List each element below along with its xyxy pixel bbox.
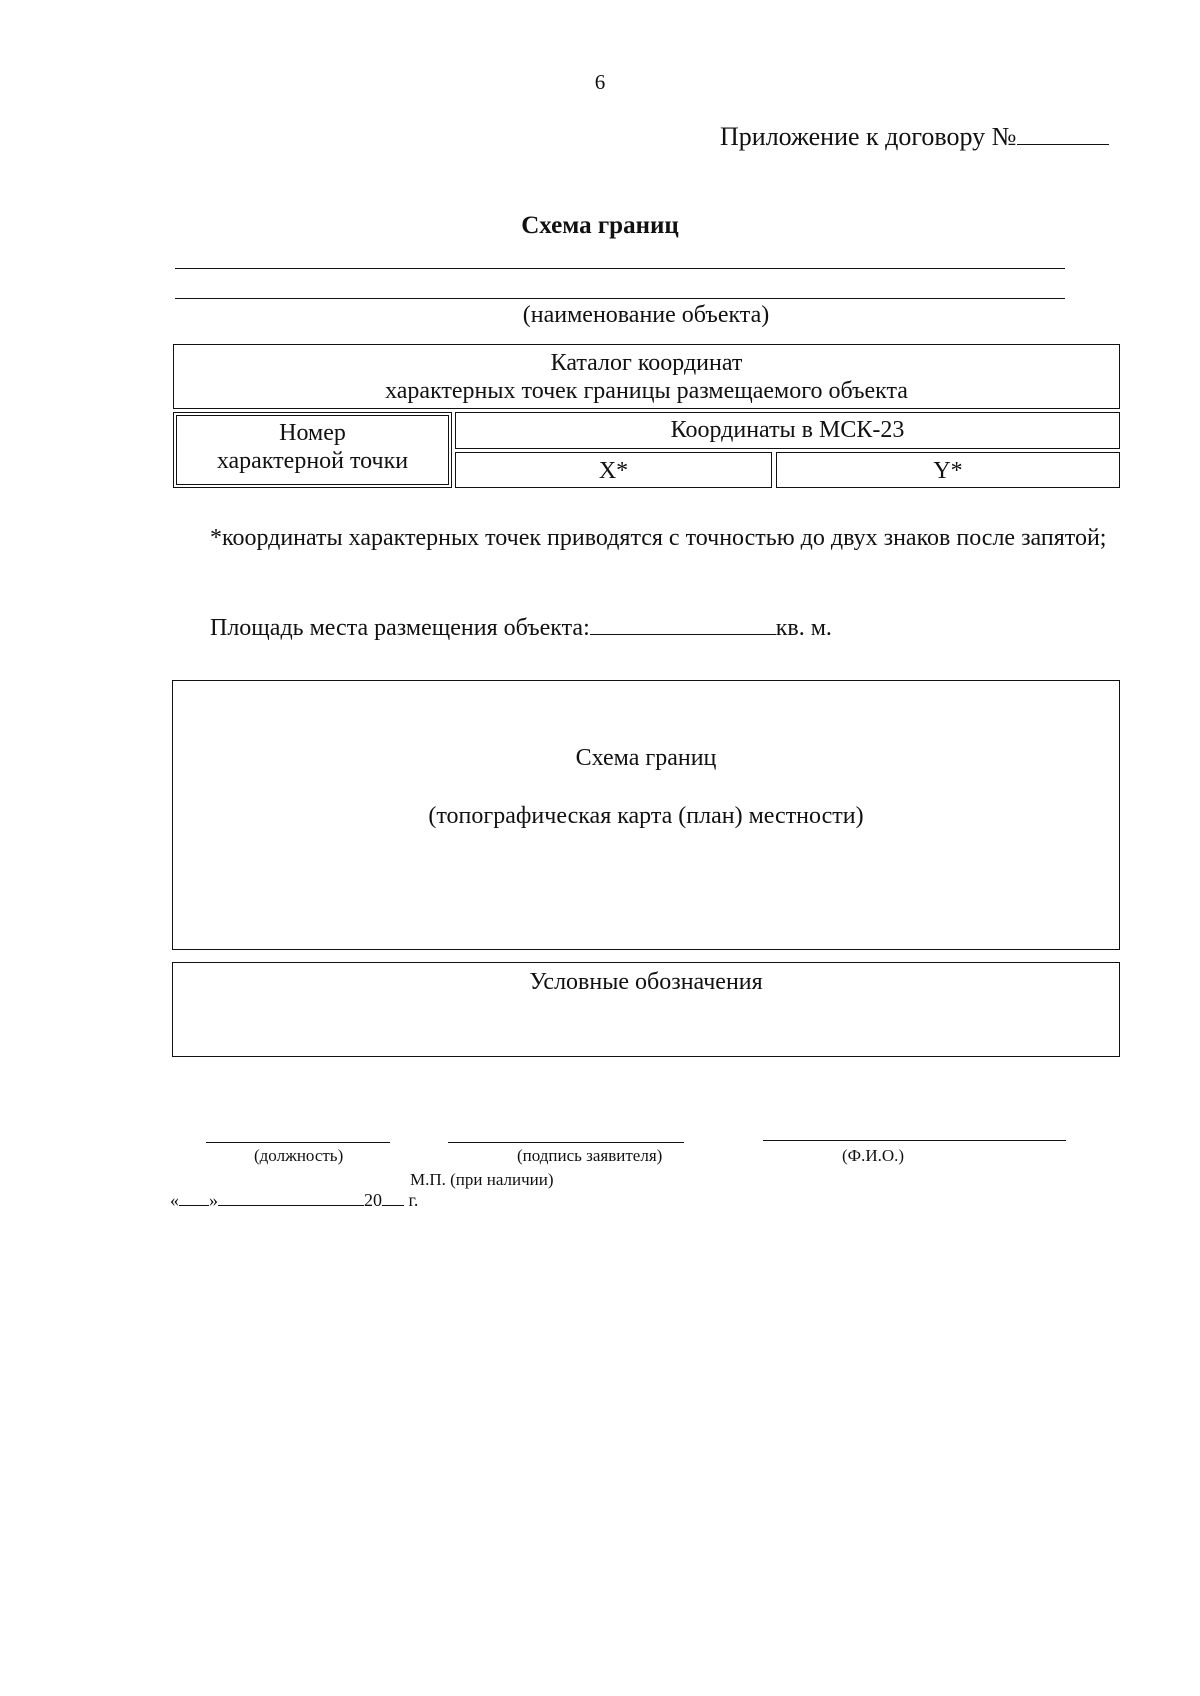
object-name-caption: (наименование объекта): [522, 302, 770, 328]
year-prefix: 20: [364, 1190, 382, 1210]
catalog-header-cell: [173, 344, 1120, 409]
stamp-caption: М.П. (при наличии): [410, 1170, 554, 1189]
y-column-label: Y*: [933, 458, 963, 484]
scheme-subtitle: (топографическая карта (план) местности): [428, 803, 864, 829]
date-close-quote: »: [209, 1190, 218, 1210]
point-number-label-line-2: характерной точки: [216, 448, 409, 474]
area-value-blank[interactable]: [590, 612, 776, 635]
fio-caption: (Ф.И.О.): [842, 1146, 905, 1165]
legend-box: [172, 962, 1120, 1057]
year-blank[interactable]: [382, 1190, 404, 1206]
area-label: Площадь места размещения объекта:: [210, 615, 590, 641]
fio-line[interactable]: [763, 1140, 1066, 1141]
signature-caption: (подпись заявителя): [517, 1146, 663, 1165]
point-number-header-cell: [176, 415, 449, 485]
signature-line[interactable]: [448, 1142, 684, 1143]
area-unit: кв. м.: [775, 615, 832, 641]
day-blank[interactable]: [179, 1190, 209, 1206]
coords-header-label: Координаты в МСК-23: [670, 417, 905, 443]
contract-number-blank[interactable]: [1017, 120, 1109, 145]
appendix-label: Приложение к договору №: [720, 122, 1017, 151]
date-line: [170, 1190, 418, 1211]
scheme-box: [172, 680, 1120, 950]
object-name-line-1[interactable]: [175, 268, 1065, 269]
y-column-cell: [776, 452, 1120, 488]
x-column-cell: [455, 452, 772, 488]
appendix-reference: [720, 120, 1109, 152]
point-number-label-line-1: Номер: [279, 420, 346, 446]
object-name-line-2[interactable]: [175, 298, 1065, 299]
document-title: Схема границ: [521, 212, 679, 239]
position-line[interactable]: [206, 1142, 390, 1143]
month-blank[interactable]: [218, 1190, 364, 1206]
coordinates-footnote: *координаты характерных точек приводятся с точностью до двух знаков после запятой;: [210, 525, 1107, 551]
date-open-quote: «: [170, 1190, 179, 1210]
catalog-header-line-1: Каталог координат: [550, 350, 743, 376]
x-column-label: X*: [598, 458, 629, 484]
scheme-title: Схема границ: [575, 745, 717, 771]
catalog-header-line-2: характерных точек границы размещаемого объекта: [385, 378, 908, 404]
page-number: 6: [594, 70, 606, 94]
position-caption: (должность): [254, 1146, 344, 1165]
area-line: [210, 612, 832, 642]
legend-title: Условные обозначения: [529, 969, 763, 995]
coords-header-cell: [455, 412, 1120, 449]
year-suffix: г.: [408, 1190, 419, 1210]
